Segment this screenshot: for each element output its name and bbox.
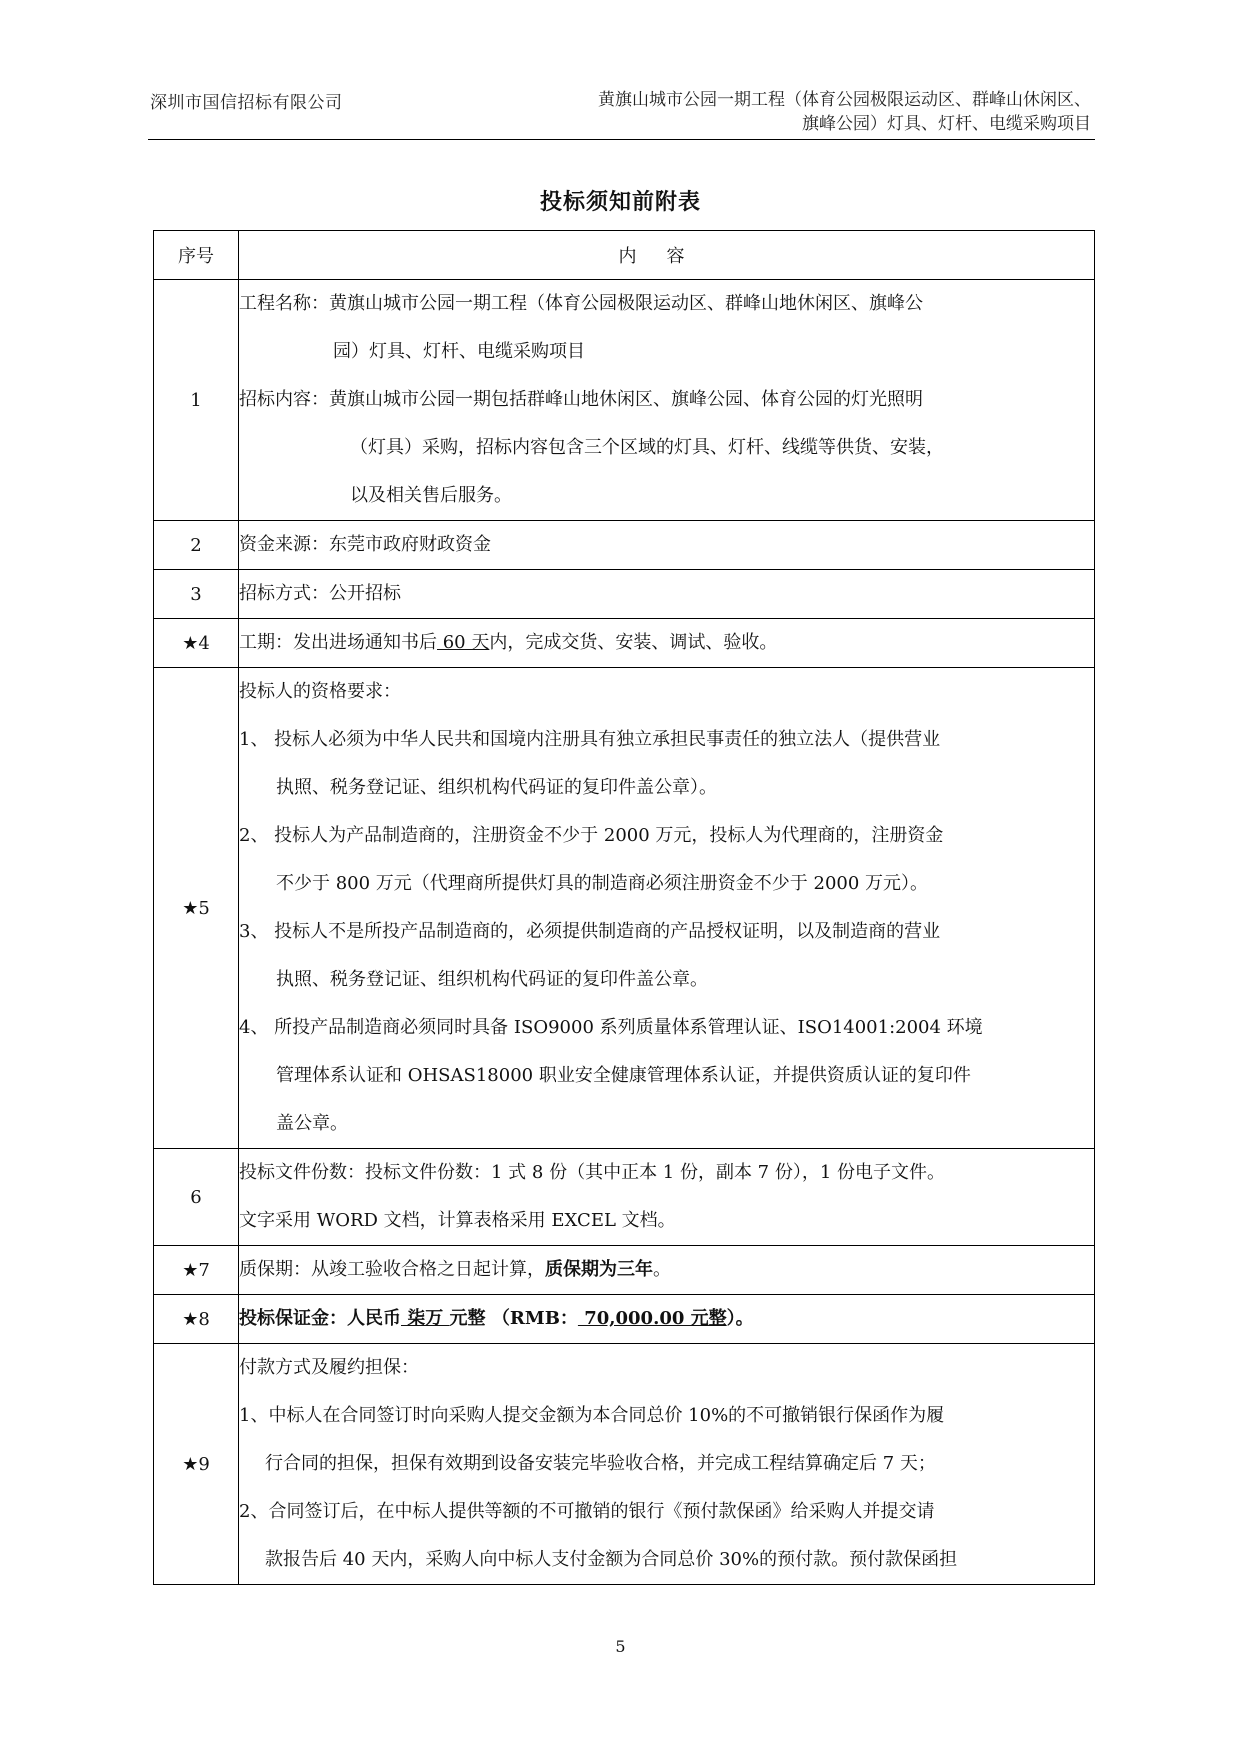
content-line: 执照、税务登记证、组织机构代码证的复印件盖公章。 [276, 969, 708, 990]
document-title: 投标须知前附表 [539, 189, 701, 215]
warranty-term: 质保期为三年 [545, 1259, 653, 1280]
content-line: 招标内容：黄旗山城市公园一期包括群峰山地休闲区、旗峰公园、体育公园的灯光照明 [239, 389, 923, 410]
header-company: 深圳市国信招标有限公司 [150, 93, 343, 113]
content-line: 1、中标人在合同签订时向采购人提交金额为本合同总价 10%的不可撤销银行保函作为履 [239, 1405, 945, 1426]
row-content [239, 668, 1095, 1149]
content-line: （灯具）采购，招标内容包含三个区域的灯具、灯杆、线缆等供货、安装， [350, 437, 944, 458]
header-rule [148, 139, 1095, 140]
table-header-row [154, 231, 1095, 280]
row-content [239, 1295, 1095, 1344]
content-line [239, 1295, 1094, 1343]
col-header-no: 序号 [154, 231, 239, 280]
table-row [154, 1344, 1095, 1585]
table-row [154, 668, 1095, 1149]
header-project-line-2: 旗峰公园）灯具、灯杆、电缆采购项目 [802, 114, 1091, 134]
content-line: 园）灯具、灯杆、电缆采购项目 [333, 341, 585, 362]
warranty-label: 质保期：从竣工验收合格之日起计算， [239, 1259, 545, 1280]
table-row [154, 1246, 1095, 1295]
content-line: 款报告后 40 天内，采购人向中标人支付金额为合同总价 30%的预付款。预付款保函担 [265, 1549, 958, 1570]
content-line [239, 619, 1094, 667]
header-project [511, 88, 1091, 136]
content-line: 文字采用 WORD 文档，计算表格采用 EXCEL 文档。 [239, 1210, 676, 1231]
content-line: 管理体系认证和 OHSAS18000 职业安全健康管理体系认证，并提供资质认证的复印件 [276, 1065, 971, 1086]
table-row [154, 280, 1095, 521]
construction-period-label: 工期：发出进场通知书后 [239, 632, 437, 653]
row-content [239, 280, 1095, 521]
row-number: 2 [154, 521, 239, 570]
table-row [154, 521, 1095, 570]
row-content [239, 521, 1095, 570]
table-row [154, 1295, 1095, 1344]
row-number: ★5 [154, 668, 239, 1149]
bid-bond-amount-cn: 柒万 [401, 1308, 450, 1329]
content-line: 资金来源：东莞市政府财政资金 [239, 534, 491, 555]
construction-period-days: 60 天 [437, 632, 490, 653]
content-line: 3、 投标人不是所投产品制造商的，必须提供制造商的产品授权证明，以及制造商的营业 [239, 921, 941, 942]
content-line: 1、 投标人必须为中华人民共和国境内注册具有独立承担民事责任的独立法人（提供营业 [239, 729, 941, 750]
content-line: 行合同的担保，担保有效期到设备安装完毕验收合格，并完成工程结算确定后 7 天； [265, 1453, 936, 1474]
page-number: 5 [615, 1637, 626, 1656]
table-row [154, 570, 1095, 619]
table-row [154, 1149, 1095, 1246]
row-content [239, 1344, 1095, 1585]
col-header-content: 内容 [239, 231, 1095, 280]
content-line: 执照、税务登记证、组织机构代码证的复印件盖公章）。 [276, 777, 717, 798]
bid-instructions-table [153, 230, 1095, 1585]
content-line: 以及相关售后服务。 [350, 485, 512, 506]
row-content [239, 619, 1095, 668]
construction-period-tail: 内，完成交货、安装、调试、验收。 [489, 632, 778, 653]
header-project-line-1: 黄旗山城市公园一期工程（体育公园极限运动区、群峰山休闲区、 [598, 90, 1091, 110]
content-line: 盖公章。 [276, 1113, 348, 1134]
content-line: 2、 投标人为产品制造商的，注册资金不少于 2000 万元，投标人为代理商的，注册资金 [239, 825, 944, 846]
content-line: 4、 所投产品制造商必须同时具备 ISO9000 系列质量体系管理认证、ISO14001:2004 环境 [239, 1017, 983, 1038]
table-row [154, 619, 1095, 668]
content-line: 工程名称：黄旗山城市公园一期工程（体育公园极限运动区、群峰山地休闲区、旗峰公 [239, 293, 923, 314]
row-content [239, 1149, 1095, 1246]
content-line: 投标文件份数：投标文件份数：1 式 8 份（其中正本 1 份，副本 7 份），1 份电子文件。 [239, 1162, 946, 1183]
content-line: 投标人的资格要求： [239, 681, 401, 702]
content-line: 不少于 800 万元（代理商所提供灯具的制造商必须注册资金不少于 2000 万元）。 [276, 873, 929, 894]
row-content [239, 1246, 1095, 1295]
row-content [239, 570, 1095, 619]
content-line: 付款方式及履约担保： [239, 1357, 419, 1378]
bid-bond-label: 投标保证金：人民币 [239, 1308, 401, 1329]
row-number: ★9 [154, 1344, 239, 1585]
row-number: ★8 [154, 1295, 239, 1344]
bid-bond-tail: ）。 [726, 1308, 754, 1329]
content-line: 招标方式：公开招标 [239, 583, 401, 604]
row-number: 1 [154, 280, 239, 521]
bid-bond-amount-num: 70,000.00 元整 [577, 1308, 727, 1329]
row-number: 6 [154, 1149, 239, 1246]
content-line [239, 1246, 1094, 1294]
content-line: 2、合同签订后，在中标人提供等额的不可撤销的银行《预付款保函》给采购人并提交请 [239, 1501, 935, 1522]
bid-bond-unit: 元整 （RMB： [449, 1308, 578, 1329]
row-number: ★7 [154, 1246, 239, 1295]
row-number: ★4 [154, 619, 239, 668]
row-number: 3 [154, 570, 239, 619]
warranty-tail: 。 [653, 1259, 671, 1280]
